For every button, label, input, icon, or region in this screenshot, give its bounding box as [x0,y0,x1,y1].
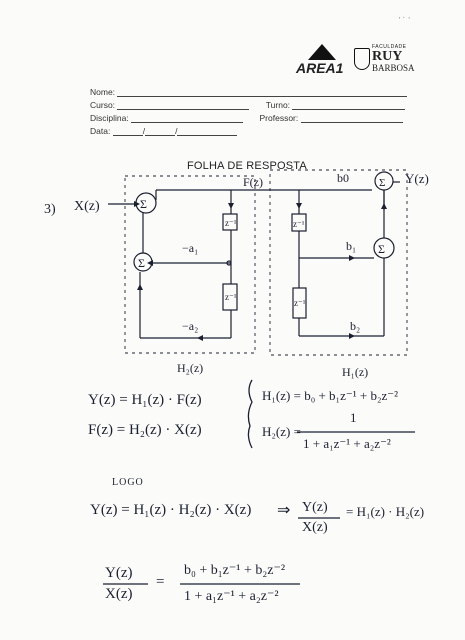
a1-label: −a₁ [182,241,199,255]
curso-label: Curso: [90,100,116,110]
ratio-rhs: = H₁(z) · H₂(z) [346,504,425,519]
logo-tagline: FACULDADE [372,44,407,50]
page-title: FOLHA DE RESPOSTA [187,160,307,172]
logo-word: LOGO [112,477,144,488]
implies-arrow: ⇒ [277,502,291,519]
date-sep: / [142,126,146,136]
professor-label: Professor: [259,113,299,123]
disciplina-label: Disciplina: [90,113,129,123]
h1-dashed-box [270,170,407,355]
date-sep: / [175,126,178,136]
b1-label: b₁ [346,239,357,253]
final-equals: = [156,574,165,590]
sum-symbol-2: Σ [138,256,145,270]
logo-name: RUY [372,49,403,64]
delay-label-2: z⁻¹ [225,292,237,302]
input-label: X(z) [74,199,100,214]
b0-label: b0 [337,171,349,185]
equation-y-product: Y(z) = H₁(z) · H₂(z) · X(z) [90,502,252,518]
final-lhs-numerator: Y(z) [105,565,133,581]
output-label: Y(z) [405,171,429,186]
equation-y: Y(z) = H₁(z) · F(z) [88,392,202,408]
delay-label-4: z⁻¹ [294,298,306,308]
data-label: Data: [90,126,111,136]
brace [248,380,252,448]
delay-label-3: z⁻¹ [293,219,305,229]
ratio-denominator: X(z) [302,520,328,535]
sum-symbol-1: Σ [140,197,147,211]
h1-definition [262,388,398,404]
final-numerator: b₀ + b₁z⁻¹ + b₂z⁻² [184,563,286,578]
f-signal-label: F(z) [243,175,263,189]
final-lhs-denominator: X(z) [105,586,133,602]
h2-lhs: H₂(z) = [262,424,301,439]
h1-label: H₁(z) [342,365,369,379]
delay-label-1: z⁻¹ [225,218,237,228]
h2-numerator: 1 [350,410,357,425]
area1-logo-text: AREA1 [296,60,344,76]
ratio-numerator: Y(z) [302,500,328,515]
question-number: 3) [44,202,56,217]
logo-sub: BARBOSA [372,63,415,73]
turno-label: Turno: [265,100,291,110]
equation-f: F(z) = H₂(z) · X(z) [88,422,202,438]
a2-label: −a₂ [182,319,199,333]
h2-label: H₂(z) [177,361,204,375]
corner-marks: ˈ ˙ ˈ [398,16,411,25]
final-denominator: 1 + a₁z⁻¹ + a₂z⁻² [184,589,279,604]
sum-symbol-4: Σ [378,242,385,256]
sum-symbol-3: Σ [379,177,386,189]
h2-denominator: 1 + a₁z⁻¹ + a₂z⁻² [303,436,391,451]
nome-label: Nome: [90,87,116,97]
h1-lhs: H₁(z) = [262,388,301,403]
h1-rhs: b₀ + b₁z⁻¹ + b₂z⁻² [304,388,399,403]
b2-label: b₂ [350,319,361,333]
